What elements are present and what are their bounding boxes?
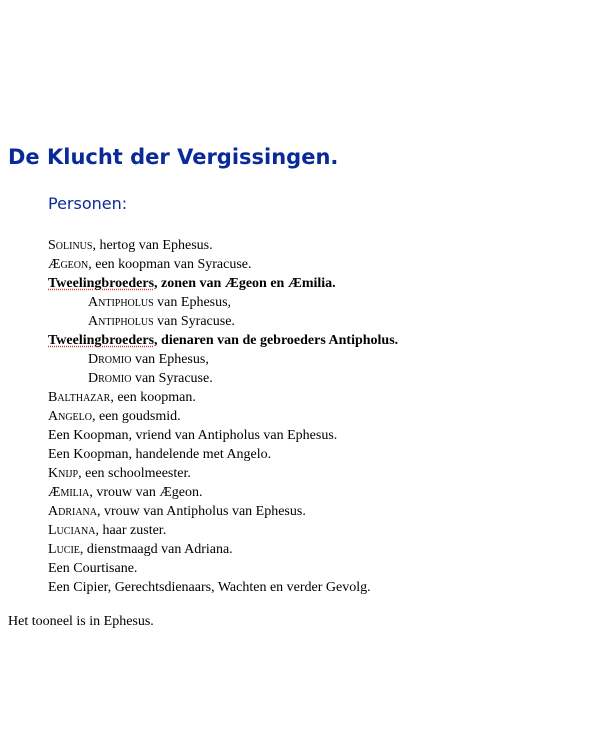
- character-description: , hertog van Ephesus.: [92, 238, 213, 253]
- character-name: Antipholus: [88, 314, 154, 329]
- cast-line-angelo: [48, 407, 588, 426]
- character-description: , een koopman.: [110, 390, 196, 405]
- character-name: Luciana: [48, 523, 96, 538]
- cast-line-courtisane: Een Courtisane.: [48, 561, 138, 576]
- character-name: Lucie: [48, 542, 80, 557]
- cast-line-solinus: [48, 236, 588, 255]
- character-description: van Ephesus,: [153, 295, 232, 310]
- character-name: Solinus: [48, 238, 93, 253]
- cast-line-dromio-ephesus: [48, 350, 588, 369]
- character-name: Dromio: [88, 371, 132, 386]
- character-description: van Syracuse.: [131, 371, 213, 386]
- cast-line-balthazar: [48, 388, 588, 407]
- character-description: , vrouw van Antipholus van Ephesus.: [97, 504, 306, 519]
- group-label: Tweelingbroeders: [48, 276, 155, 291]
- character-name: Antipholus: [88, 295, 154, 310]
- cast-line-luciana: [48, 521, 588, 540]
- page-title: De Klucht der Vergissingen.: [8, 145, 339, 169]
- character-description: , een schoolmeester.: [78, 466, 191, 481]
- character-name: Ægeon: [48, 257, 89, 272]
- cast-line-antipholus-syracuse: [48, 312, 588, 331]
- cast-line-aegeon: [48, 255, 588, 274]
- character-description: , een koopman van Syracuse.: [88, 257, 252, 272]
- cast-line-adriana: [48, 502, 588, 521]
- cast-group-heading: [48, 331, 588, 350]
- cast-line-lucie: [48, 540, 588, 559]
- cast-group-heading: [48, 274, 588, 293]
- cast-line-aemilia: [48, 483, 588, 502]
- group-description: , dienaren van de gebroeders Antipholus.: [154, 333, 399, 348]
- character-description: van Ephesus,: [131, 352, 209, 367]
- group-description: , zonen van Ægeon en Æmilia.: [154, 276, 336, 291]
- scene-setting-note: Het tooneel is in Ephesus.: [8, 614, 154, 629]
- cast-line-dromio-syracuse: [48, 369, 588, 388]
- character-description: , dienstmaagd van Adriana.: [79, 542, 233, 557]
- cast-line-cipier: Een Cipier, Gerechtsdienaars, Wachten en verder Gevolg.: [48, 580, 371, 595]
- cast-list: [48, 236, 588, 597]
- character-description: van Syracuse.: [153, 314, 235, 329]
- cast-line-knijp: [48, 464, 588, 483]
- character-name: Balthazar: [48, 390, 111, 405]
- character-name: Dromio: [88, 352, 132, 367]
- group-label: Tweelingbroeders: [48, 333, 155, 348]
- character-name: Adriana: [48, 504, 97, 519]
- character-description: , haar zuster.: [95, 523, 167, 538]
- cast-line-antipholus-ephesus: [48, 293, 588, 312]
- cast-line-koopman-2: Een Koopman, handelende met Angelo.: [48, 447, 272, 462]
- section-heading-personen: Personen:: [48, 194, 128, 213]
- cast-line-koopman-1: Een Koopman, vriend van Antipholus van Ephesus.: [48, 428, 338, 443]
- character-description: , een goudsmid.: [92, 409, 181, 424]
- character-name: Æmilia: [48, 485, 90, 500]
- character-name: Knijp: [48, 466, 79, 481]
- character-name: Angelo: [48, 409, 92, 424]
- character-description: , vrouw van Ægeon.: [89, 485, 203, 500]
